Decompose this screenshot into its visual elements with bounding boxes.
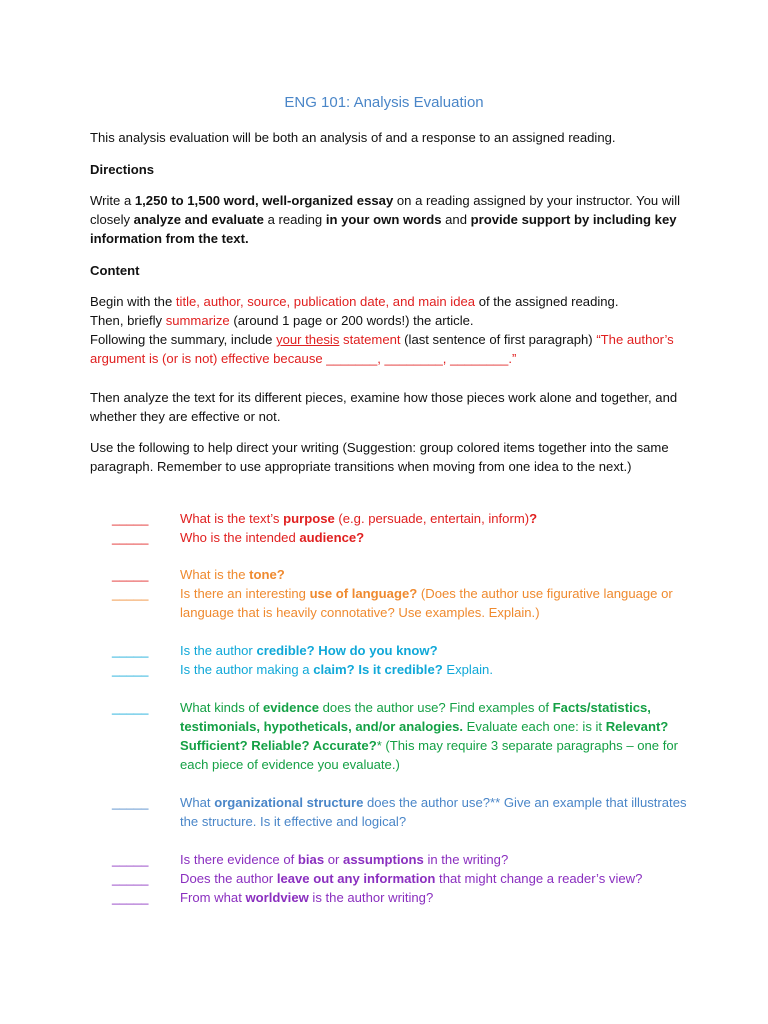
blank-line: _____: [112, 530, 149, 545]
analyze-paragraph: Then analyze the text for its different pieces, examine how those pieces work alone and together, and whether they are effective or not.: [90, 390, 678, 424]
content-paragraph: Begin with the title, author, source, publication date, and main idea of the assigned reading. Then, briefly summarize (around 1 page or 200 words!) the article. Following the summary, include your thesis statement (last sentence of first paragraph) “The author’s argument is (or is not) effective because _______, ________, ________.”: [90, 294, 674, 366]
blank-line: _____: [112, 852, 149, 867]
blank-line: _____: [112, 586, 149, 601]
blank-line: _____: [112, 871, 149, 886]
blank-line: _____: [112, 511, 149, 526]
document-page: ENG 101: Analysis Evaluation This analysis evaluation will be both an analysis of and a response to an assigned reading. Directions Write a 1,250 to 1,500 word, well-organized essay on a reading assigned by your instructor. You will closely analyze and evaluate a reading in your own words and provide support by including key information from the text. Content Begin with the title, author, source, publication date, and main idea of the assigned reading. Then, briefly summarize (around 1 page or 200 words!) the article. Following the summary, include your thesis statement (last sentence of first paragraph) “The author’s argument is (or is not) effective because _______, ________, ________.” Then analyze the text for its different pieces, examine how those pieces work alone and together, and whether they are effective or not. Use the following to help direct your writing (Suggestion: group colored items together into the same paragraph. Remember to use appropriate transitions when moving from one idea to the next.) _____ What is the text’s purpose (e.g. persuade, entertain, inform)? _____ Who is the intended audience? _____ What is the tone? _____ Is there an interesting use of language? (Does the author use figurative language or language that is heavily connotative? Use examples. Explain.) _____ Is the author credible? How do you know? _____ Is the author making a claim? Is it credible? Explain. _____ What kinds of evidence does the author use? Find examples of Facts/statistics, testimonials, hypotheticals, and/or analogies. Evaluate each one: is it Relevant? Sufficient? Reliable? Accurate?* (This may require 3 separate paragraphs – one for each piece of evidence you evaluate.) _____ What organizational structure does the author use?** Give an example that illustrates the structure. Is it effective and logical? _____ Is there evidence of bias or assumptions in the writing? _____ Does the author leave out any information that might change a reader’s view? _____ From what worldview is the author writing?: [0, 0, 768, 1024]
blank-line: _____: [112, 643, 149, 658]
blank-line: _____: [112, 795, 149, 810]
content-heading: Content: [90, 263, 140, 278]
blank-line: _____: [112, 662, 149, 677]
directions-paragraph: Write a 1,250 to 1,500 word, well-organized essay on a reading assigned by your instructor. You will closely analyze and evaluate a reading in your own words and provide support by including key information from the text.: [90, 193, 681, 246]
use-following-paragraph: Use the following to help direct your writing (Suggestion: group colored items together into the same paragraph. Remember to use appropriate transitions when moving from one idea to the next.): [90, 440, 669, 474]
blank-line: _____: [112, 700, 149, 715]
intro-paragraph: This analysis evaluation will be both an analysis of and a response to an assigned reading.: [90, 130, 616, 145]
blank-line: _____: [112, 890, 149, 905]
directions-heading: Directions: [90, 162, 155, 177]
page-title: ENG 101: Analysis Evaluation: [284, 94, 484, 111]
blank-line: _____: [112, 567, 149, 582]
